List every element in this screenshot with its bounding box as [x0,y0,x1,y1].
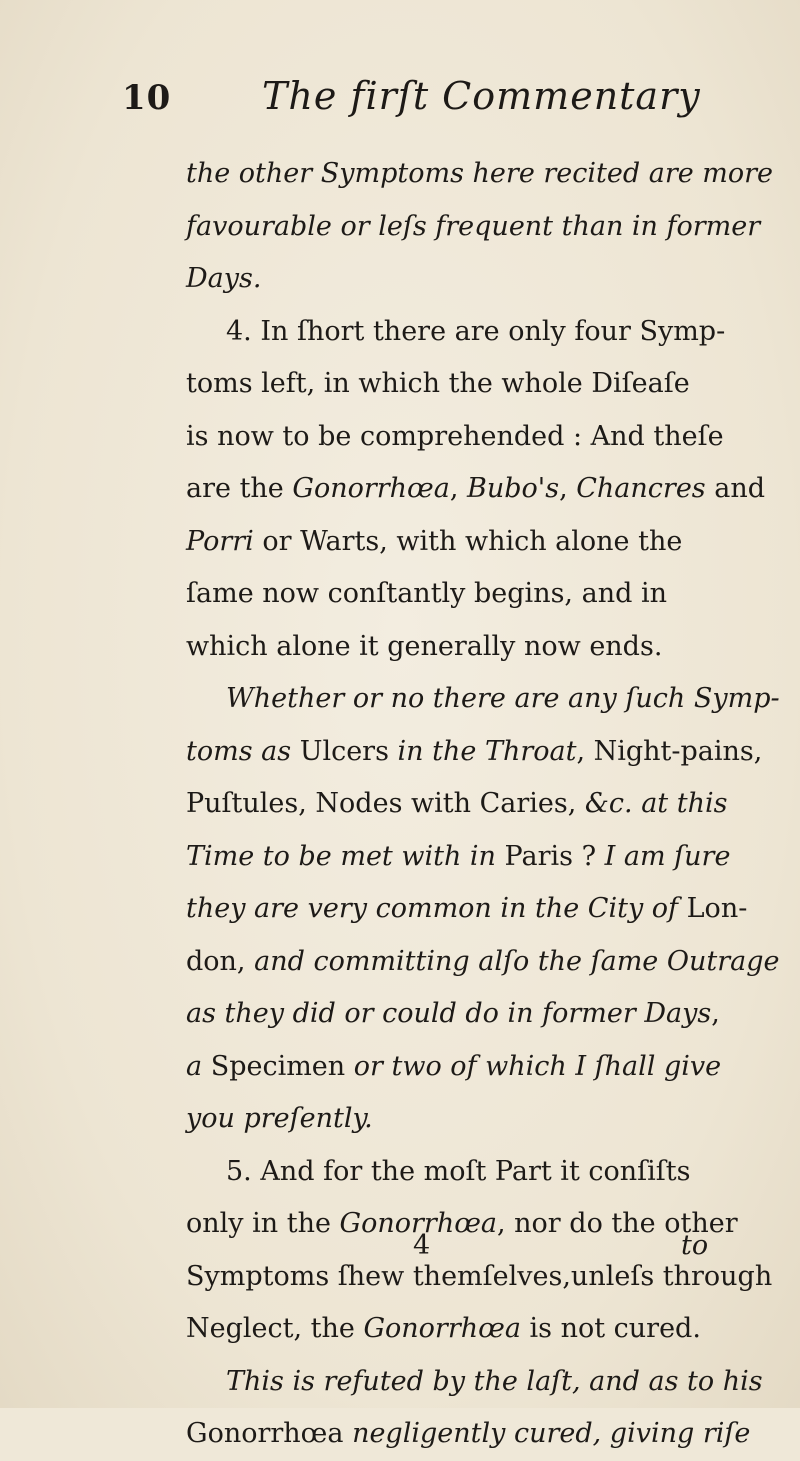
page-footer [0,1230,800,1280]
text-run: favourable or leſs frequent than in former [186,210,761,242]
text-line [186,148,776,201]
text-run: and [705,473,766,504]
text-run: is not cured. [520,1313,701,1344]
text-run: Porri [186,525,254,557]
text-run: Gonorrhœa [363,1313,521,1344]
text-run: Symptoms ſhew themſelves,unleſs through [186,1260,773,1292]
text-run: Paris ? [495,840,605,872]
text-line [186,988,776,1041]
text-run: Specimen [202,1050,354,1082]
text-run: Days. [186,263,262,294]
text-run: toms as [186,735,292,767]
text-line [186,253,776,306]
text-line [186,673,780,726]
text-line [186,1093,776,1146]
text-run: ſame now conſtantly begins, and in [186,578,667,609]
text-line [186,1408,776,1461]
text-run: the other Symptoms here recited are more [186,158,774,189]
text-line [186,411,776,464]
text-run: a [186,1050,203,1082]
running-title: The firſt Commentary [262,74,701,118]
text-line [186,516,776,569]
text-line [186,568,776,621]
text-run: or Warts, with which alone the [253,525,683,557]
text-run: is now to be comprehended : And theſe [186,420,724,452]
text-run: Gonorrhœa [292,473,450,504]
text-line [186,358,776,411]
text-line [186,883,776,936]
page-header [0,74,800,138]
text-run: , Night-pains, [576,735,763,767]
text-line [186,306,776,359]
text-run: in the Throat [397,735,577,767]
text-run: are the [186,473,293,504]
text-line [186,778,776,831]
text-run: Puſtules, Nodes with Caries, [186,788,585,819]
text-run: as they did or could do in former Days [186,998,712,1029]
text-run: Ulcers [291,735,398,767]
text-line [186,831,776,884]
text-line [186,726,776,779]
catchword: to [681,1230,709,1261]
text-run: 4. In ſhort there are only four Symp- [226,315,726,347]
text-run: toms left, in which the whole Diſeaſe [186,368,690,399]
text-line [186,1041,776,1094]
text-run: , [449,473,468,504]
text-run: Neglect, the [186,1313,364,1344]
text-run: This is refuted by the laſt, and as to his [226,1365,763,1397]
text-run: and committing alſo the ſame Outrage [254,945,780,977]
text-run: Gonorrhœa [186,1418,353,1449]
text-run: negligently cured, giving riſe [352,1418,751,1449]
text-run: Time to be met with in [186,840,496,872]
text-run: don, [186,945,255,977]
text-run: &c. at this [584,788,728,819]
text-run: , [711,998,720,1029]
text-run: Lon- [678,893,748,924]
text-run: only in the [186,1208,340,1239]
text-run: , nor do the other [497,1208,738,1239]
signature-mark: 4 [413,1230,431,1261]
text-run: or two of which I ſhall give [353,1050,722,1082]
text-run: Gonorrhœa [339,1208,497,1239]
text-run: 5. And for the moſt Part it conſiſts [226,1155,691,1187]
text-line [186,1356,776,1409]
text-run: Whether or no there are any ſuch Symp- [226,683,780,714]
text-run: you preſently. [186,1103,373,1134]
text-run: , [559,473,577,504]
text-line [186,936,780,989]
text-line [186,621,776,674]
text-line [186,201,776,254]
text-line [186,1303,776,1356]
page-number: 10 [122,78,172,118]
text-run: Bubo's [467,473,560,504]
text-run: Chancres [576,473,706,504]
text-line [186,1146,776,1199]
text-run: they are very common in the City of [186,893,679,924]
text-line [186,463,776,516]
text-run: which alone it generally now ends. [186,630,663,662]
text-run: I am ſure [604,840,731,872]
